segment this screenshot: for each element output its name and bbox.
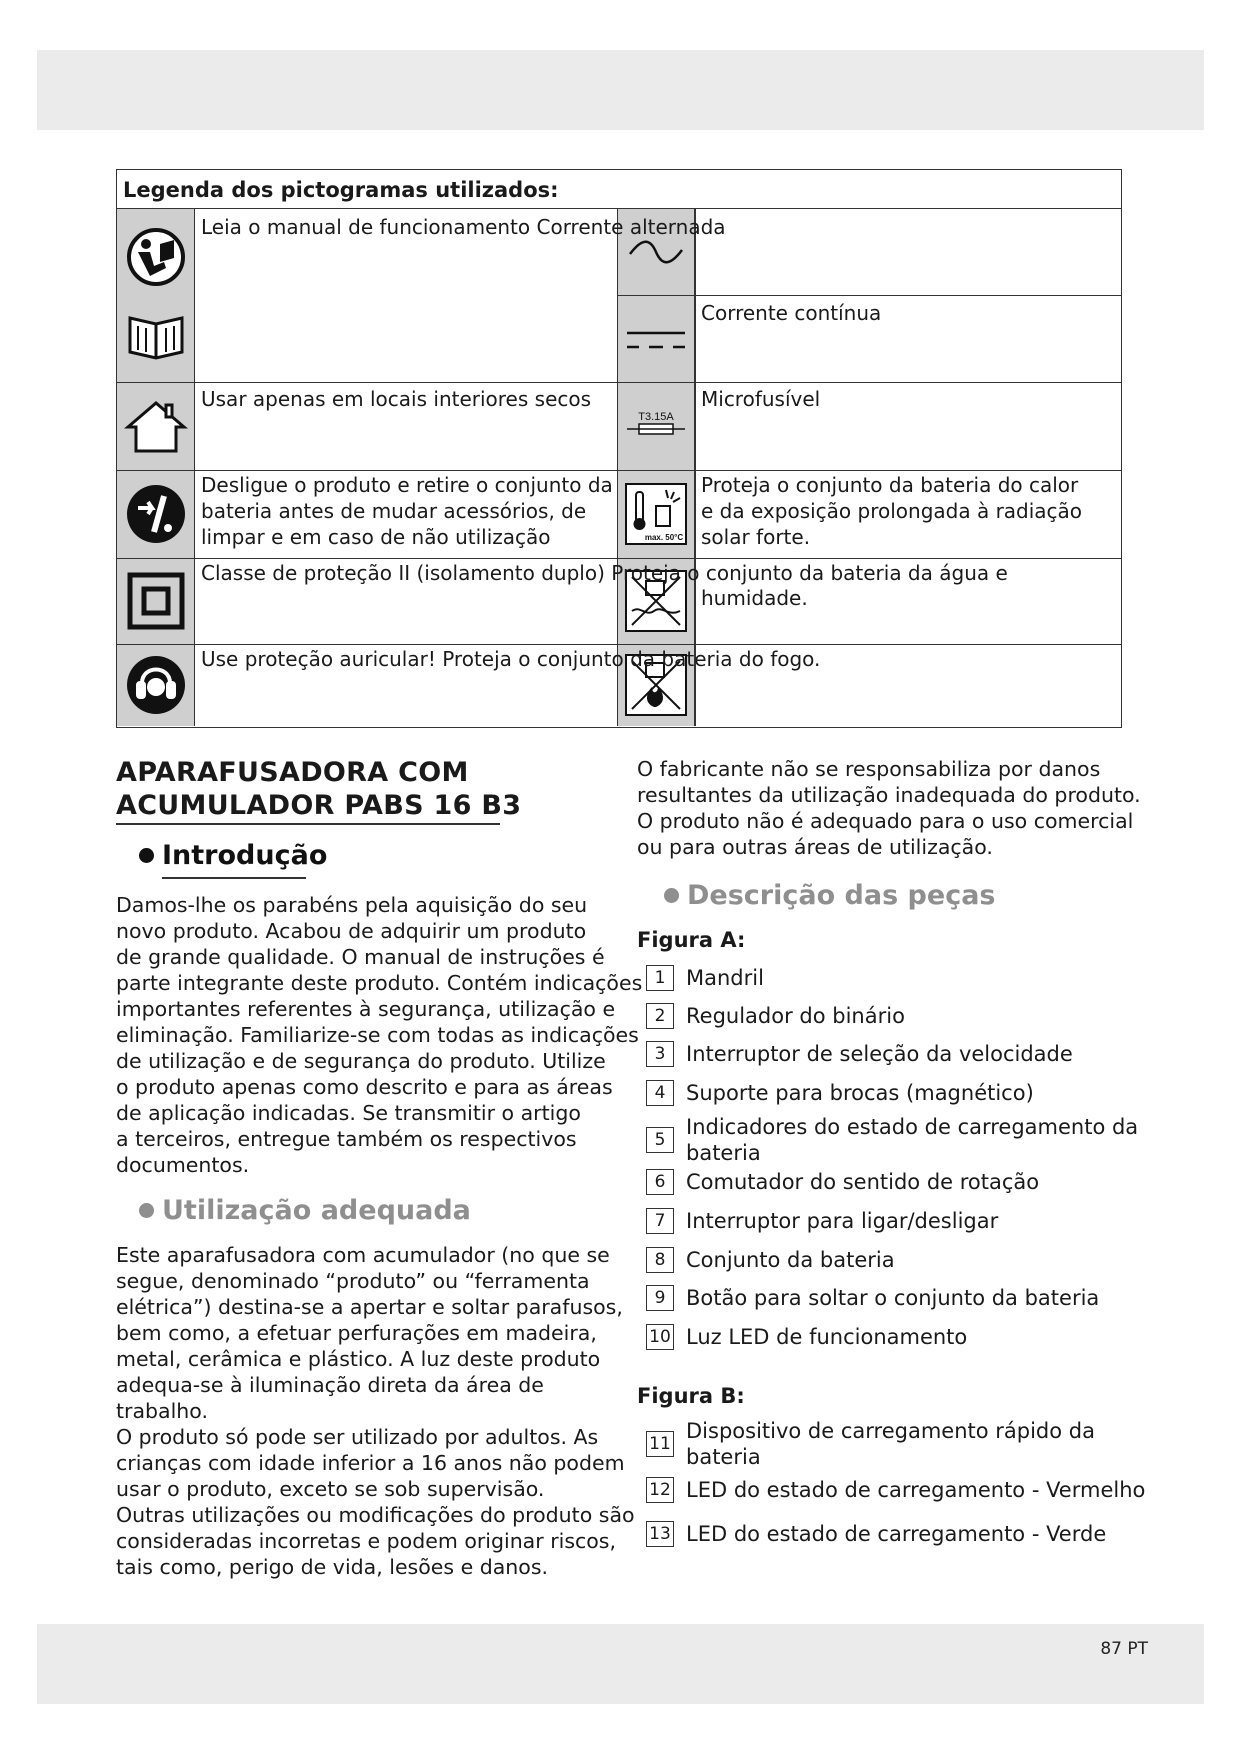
class2-icon-cell <box>117 558 195 644</box>
part-label: Conjunto da bateria <box>686 1248 895 1272</box>
heat-icon-cell <box>617 470 695 558</box>
legend-text-unplug: Desligue o produto e retire o conjunto da bateria antes de mudar acessórios, de limpar e em caso de não utilização <box>201 473 613 549</box>
legend-text-humidity: humidade. <box>701 586 808 610</box>
part-label: Mandril <box>686 966 764 990</box>
read-manual-icon <box>124 222 188 372</box>
footer-band <box>37 1624 1204 1704</box>
intro-heading <box>139 840 327 871</box>
row-divider <box>117 470 1121 471</box>
part-item <box>646 1247 895 1273</box>
row-divider <box>117 644 1121 645</box>
usage-heading-text: Utilização adequada <box>162 1195 471 1226</box>
part-number: 9 <box>646 1285 674 1311</box>
part-label: Interruptor de seleção da velocidade <box>686 1042 1073 1066</box>
unplug-icon-cell <box>117 470 195 558</box>
part-label: Regulador do binário <box>686 1004 905 1028</box>
part-item <box>646 1324 967 1350</box>
part-number: 3 <box>646 1041 674 1067</box>
part-item <box>646 1080 1034 1106</box>
part-item <box>646 1418 1095 1470</box>
row-divider <box>117 558 1121 559</box>
row-divider <box>617 295 1121 296</box>
microfuse-icon <box>623 406 689 446</box>
legend-text-class2: Classe de proteção II (isolamento duplo) Proteja o conjunto da bateria da água e <box>201 561 1008 585</box>
part-number: 10 <box>646 1324 674 1350</box>
part-label: Dispositivo de carregamento rápido da bateria <box>686 1419 1095 1469</box>
product-title: APARAFUSADORA COM ACUMULADOR PABS 16 B3 <box>116 757 522 821</box>
part-item <box>646 1041 1073 1067</box>
legend-text-fuse: Microfusível <box>701 387 821 411</box>
legend-text-ear: Use proteção auricular! Proteja o conjunto da bateria do fogo. <box>201 647 821 671</box>
part-number: 1 <box>646 965 674 991</box>
dc-icon-cell <box>617 295 695 382</box>
part-number: 4 <box>646 1080 674 1106</box>
bullet-icon <box>139 848 154 863</box>
ear-icon-cell <box>117 644 195 726</box>
part-label: Interruptor para ligar/desligar <box>686 1209 999 1233</box>
usage-heading <box>139 1195 471 1226</box>
part-label: Indicadores do estado de carregamento da bateria <box>686 1115 1139 1165</box>
part-number: 13 <box>646 1521 674 1547</box>
part-item <box>646 1285 1099 1311</box>
bullet-icon <box>664 888 679 903</box>
part-label: Luz LED de funcionamento <box>686 1325 968 1349</box>
row-divider <box>117 382 1121 383</box>
figure-a-heading: Figura A: <box>637 928 746 952</box>
legend-text-indoor: Usar apenas em locais interiores secos <box>201 387 592 411</box>
part-number: 11 <box>646 1431 674 1457</box>
max-temperature-label: max. 50°C <box>644 533 684 542</box>
part-item <box>646 1003 905 1029</box>
part-label: LED do estado de carregamento - Verde <box>686 1522 1107 1546</box>
direct-current-icon <box>623 319 689 359</box>
part-number: 7 <box>646 1208 674 1234</box>
part-item <box>646 1477 1145 1503</box>
part-item <box>646 1521 1106 1547</box>
part-item <box>646 1169 1039 1195</box>
legend-text-manual: Leia o manual de funcionamento Corrente alternada <box>201 215 726 239</box>
parts-heading <box>664 880 996 911</box>
part-number: 12 <box>646 1477 674 1503</box>
part-number: 8 <box>646 1247 674 1273</box>
part-number: 2 <box>646 1003 674 1029</box>
parts-heading-text: Descrição das peças <box>687 880 996 911</box>
fuse-rating-label: T3.15A <box>638 411 674 423</box>
intro-text: Damos-lhe os parabéns pela aquisição do seu novo produto. Acabou de adquirir um produto de grande qualidade. O manual de instruções é parte integrante deste produto. Contém indicações importantes referentes à segurança, utilização e eliminação. Familiarize-se com todas as indicações de utilização e de segurança do produto. Utilize o produto apenas como descrito e para as áreas de aplicação indicadas. Se transmitir o artigo a terceiros, entregue também os respectivos documentos. <box>116 893 643 1177</box>
part-label: LED do estado de carregamento - Vermelho <box>686 1478 1146 1502</box>
part-item <box>646 965 764 991</box>
house-icon-cell <box>117 384 195 470</box>
part-number: 6 <box>646 1169 674 1195</box>
page-number: 87 PT <box>1100 1639 1148 1659</box>
title-underline <box>116 823 500 825</box>
legend-text-dc: Corrente contínua <box>701 301 882 325</box>
manual-icon-cell <box>117 209 195 384</box>
manufacturer-text: O fabricante não se responsabiliza por danos resultantes da utilização inadequada do produto. O produto não é adequado para o uso comercial ou para outras áreas de utilização. <box>637 757 1141 859</box>
part-number: 5 <box>646 1127 674 1153</box>
bullet-icon <box>139 1203 154 1218</box>
unplug-warning-icon <box>124 482 188 546</box>
fuse-icon-cell <box>617 382 695 470</box>
part-label: Suporte para brocas (magnético) <box>686 1081 1034 1105</box>
pictogram-legend-table <box>116 169 1122 728</box>
part-item <box>646 1114 1138 1166</box>
header-band <box>37 50 1204 130</box>
heat-sun-warning-icon <box>624 482 688 546</box>
figure-b-heading: Figura B: <box>637 1384 745 1408</box>
part-item <box>646 1208 998 1234</box>
part-label: Comutador do sentido de rotação <box>686 1170 1040 1194</box>
intro-underline <box>162 877 306 879</box>
intro-heading-text: Introdução <box>162 840 328 871</box>
legend-title: Legenda dos pictogramas utilizados: <box>117 170 1121 209</box>
usage-text: Este aparafusadora com acumulador (no que se segue, denominado “produto” ou “ferramenta elétrica”) destina-se a apertar e soltar parafusos, bem como, a efetuar perfurações em madeira, metal, cerâmica e plástico. A luz deste produto adequa-se à iluminação direta da área de trabalho. O produto só pode ser utilizado por adultos. As crianças com idade inferior a 16 anos não podem usar o produto, exceto se sob supervisão. Outras utilizações ou modificações do produto são consideradas incorretas e podem originar riscos, tais como, perigo de vida, lesões e danos. <box>116 1243 635 1579</box>
legend-text-heat: Proteja o conjunto da bateria do calor e da exposição prolongada à radiação solar forte. <box>701 473 1083 549</box>
house-icon <box>124 399 188 455</box>
double-insulation-icon <box>126 571 186 631</box>
part-label: Botão para soltar o conjunto da bateria <box>686 1286 1100 1310</box>
ear-protection-icon <box>124 653 188 717</box>
